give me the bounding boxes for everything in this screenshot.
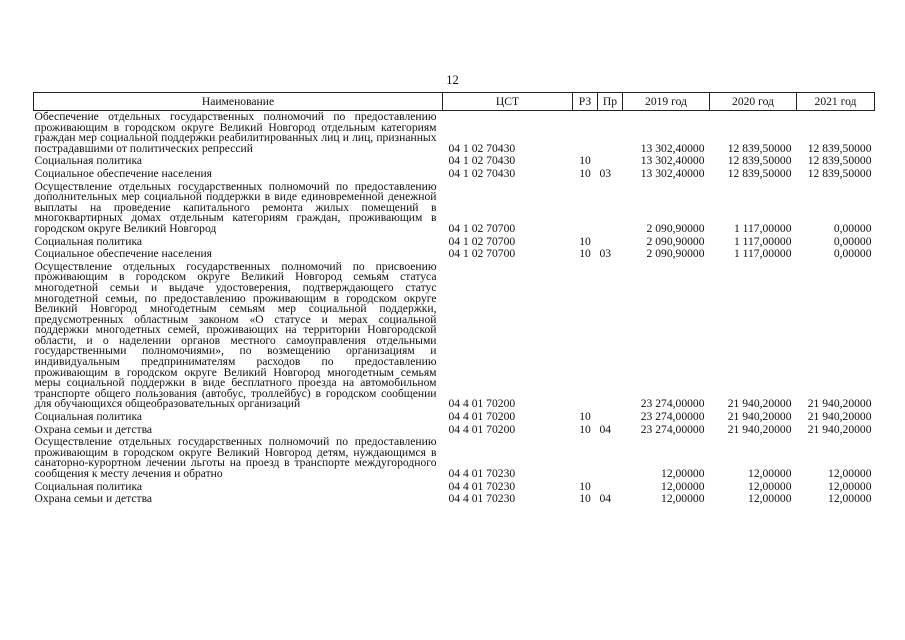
cell-rz xyxy=(573,261,598,411)
cell-2021: 21 940,20000 xyxy=(807,410,872,424)
cell-2019: 23 274,00000 xyxy=(640,422,705,436)
cell-2019: 23 274,00000 xyxy=(640,397,705,411)
table-row xyxy=(34,493,875,506)
table-row xyxy=(34,168,875,181)
cell-rz: 10 xyxy=(579,492,591,506)
cell-name: Осуществление отдельных государственных полномочий по предоставлению дополнительных мер социальной поддержки в виде единовременной денежной выплаты на проведение капитального ремонта жилых помещений в многоквартирных домах отдельным категориям граждан, проживающим в городском округе Великий Новгород xyxy=(34,179,437,235)
cell-name: Осуществление отдельных государственных полномочий по предоставлению проживающим в городском округе Великий Новгород детям, нуждающимся в санаторно-курортном лечении льготы на проезд в транспорте междугородного сообщения к месту лечения и обратно xyxy=(34,435,437,480)
cell-name: Социальная политика xyxy=(34,479,143,493)
cell-name: Социальная политика xyxy=(34,154,143,168)
cell-pr xyxy=(598,436,623,480)
cell-2020: 12 839,50000 xyxy=(727,154,792,168)
cell-2021: 12 839,50000 xyxy=(807,141,872,155)
cell-2021: 12 839,50000 xyxy=(807,166,872,180)
cell-name: Социальная политика xyxy=(34,410,143,424)
cell-2020: 21 940,20000 xyxy=(727,397,792,411)
cell-2021: 12,00000 xyxy=(828,467,872,480)
cell-cst: 04 4 01 70200 xyxy=(448,410,516,424)
cell-name: Охрана семьи и детства xyxy=(34,422,153,436)
cell-2020: 12,00000 xyxy=(748,467,792,480)
table-row xyxy=(34,248,875,261)
column-header-2020: 2020 год xyxy=(710,93,797,111)
column-header-cst: ЦСТ xyxy=(443,93,573,111)
cell-2021: 12,00000 xyxy=(828,492,872,506)
table-row xyxy=(34,111,875,156)
cell-cst: 04 4 01 70230 xyxy=(448,492,516,506)
cell-2019: 2 090,90000 xyxy=(646,234,705,248)
cell-2019: 2 090,90000 xyxy=(646,247,705,261)
cell-cst: 04 4 01 70230 xyxy=(448,479,516,493)
page-number: 12 xyxy=(446,73,459,87)
cell-name: Охрана семьи и детства xyxy=(34,492,153,506)
cell-pr xyxy=(598,111,623,156)
cell-name: Социальная политика xyxy=(34,234,143,248)
cell-cst: 04 1 02 70700 xyxy=(448,247,516,261)
cell-rz: 10 xyxy=(579,166,591,180)
cell-2020: 21 940,20000 xyxy=(727,422,792,436)
table-body xyxy=(34,111,875,506)
table-row xyxy=(34,411,875,424)
cell-rz xyxy=(573,436,598,480)
cell-rz: 10 xyxy=(579,234,591,248)
cell-cst: 04 1 02 70430 xyxy=(448,141,516,155)
cell-pr: 04 xyxy=(599,422,612,436)
cell-cst: 04 1 02 70700 xyxy=(448,234,516,248)
column-header-pr: Пр xyxy=(598,93,623,111)
cell-2021: 0,00000 xyxy=(833,221,872,235)
cell-2019: 2 090,90000 xyxy=(646,221,705,235)
table-header-row xyxy=(34,93,875,111)
cell-cst: 04 4 01 70200 xyxy=(448,397,516,411)
column-header-2019: 2019 год xyxy=(623,93,710,111)
cell-cst: 04 1 02 70430 xyxy=(448,154,516,168)
cell-rz: 10 xyxy=(579,479,591,493)
cell-name: Социальное обеспечение населения xyxy=(34,166,213,180)
cell-2020: 12 839,50000 xyxy=(727,166,792,180)
cell-pr xyxy=(598,181,623,236)
table-row xyxy=(34,181,875,236)
cell-2019: 12,00000 xyxy=(661,467,705,480)
cell-2020: 1 117,00000 xyxy=(733,247,792,261)
cell-cst: 04 4 01 70230 xyxy=(448,467,516,480)
cell-pr: 03 xyxy=(599,247,612,261)
cell-2019: 13 302,40000 xyxy=(640,154,705,168)
cell-pr xyxy=(598,261,623,411)
cell-2019: 13 302,40000 xyxy=(640,166,705,180)
cell-2019: 12,00000 xyxy=(661,492,705,506)
cell-2020: 12,00000 xyxy=(748,479,792,493)
cell-2021: 0,00000 xyxy=(833,247,872,261)
cell-2021: 21 940,20000 xyxy=(807,397,872,411)
cell-rz xyxy=(573,111,598,156)
cell-rz: 10 xyxy=(579,422,591,436)
cell-cst: 04 4 01 70200 xyxy=(448,422,516,436)
cell-name: Осуществление отдельных государственных полномочий по присвоению проживающим в городском округе Великий Новгород семьям статуса многодетной семьи и выдаче удостоверения, подтверждающего статус многодетной семьи, по предоставлению проживающим в городском округе Великий Новгород многодетным семьям мер социальной поддержки, предусмотренных областным законом «О статусе и мерах социальной поддержки многодетных семей, проживающих на территории Новгородской области, и о наделении органов местного самоуправления отдельными государственными полномочиями», по возмещению организациям и индивидуальным предпринимателям расходов по предоставлению проживающим в городском округе Великий Новгород многодетным семьям меры социальной поддержки в виде бесплатного проезда на автомобильном транспорте общего пользования (автобус, троллейбус) в городском сообщении для обучающихся общеобразовательных организаций xyxy=(34,259,437,411)
cell-2021: 12 839,50000 xyxy=(807,154,872,168)
cell-2020: 12,00000 xyxy=(748,492,792,506)
table-row xyxy=(34,261,875,411)
cell-2019: 23 274,00000 xyxy=(640,410,705,424)
cell-2019: 12,00000 xyxy=(661,479,705,493)
cell-2019: 13 302,40000 xyxy=(640,141,705,155)
cell-pr xyxy=(598,411,623,424)
cell-rz: 10 xyxy=(579,247,591,261)
cell-2020: 21 940,20000 xyxy=(727,410,792,424)
cell-name: Обеспечение отдельных государственных полномочий по предоставлению проживающим в городском округе Великий Новгород отдельным категориям граждан мер социальной поддержки реабилитированных лиц и лиц, признанных пострадавшими от политических репрессий xyxy=(34,110,437,155)
column-header-name: Наименование xyxy=(34,93,443,111)
column-header-rz: РЗ xyxy=(573,93,598,111)
cell-2020: 1 117,00000 xyxy=(733,234,792,248)
cell-2020: 1 117,00000 xyxy=(733,221,792,235)
column-header-2021: 2021 год xyxy=(797,93,875,111)
cell-cst: 04 1 02 70700 xyxy=(448,221,516,235)
cell-2021: 12,00000 xyxy=(828,479,872,493)
cell-rz: 10 xyxy=(579,410,591,424)
cell-2020: 12 839,50000 xyxy=(727,141,792,155)
cell-2021: 0,00000 xyxy=(833,234,872,248)
table-row xyxy=(34,436,875,480)
cell-rz: 10 xyxy=(579,154,591,168)
cell-2021: 21 940,20000 xyxy=(807,422,872,436)
cell-cst: 04 1 02 70430 xyxy=(448,166,516,180)
cell-name: Социальное обеспечение населения xyxy=(34,247,213,261)
cell-rz xyxy=(573,181,598,236)
cell-pr: 04 xyxy=(599,492,612,506)
budget-table xyxy=(33,92,875,506)
cell-pr: 03 xyxy=(599,166,612,180)
